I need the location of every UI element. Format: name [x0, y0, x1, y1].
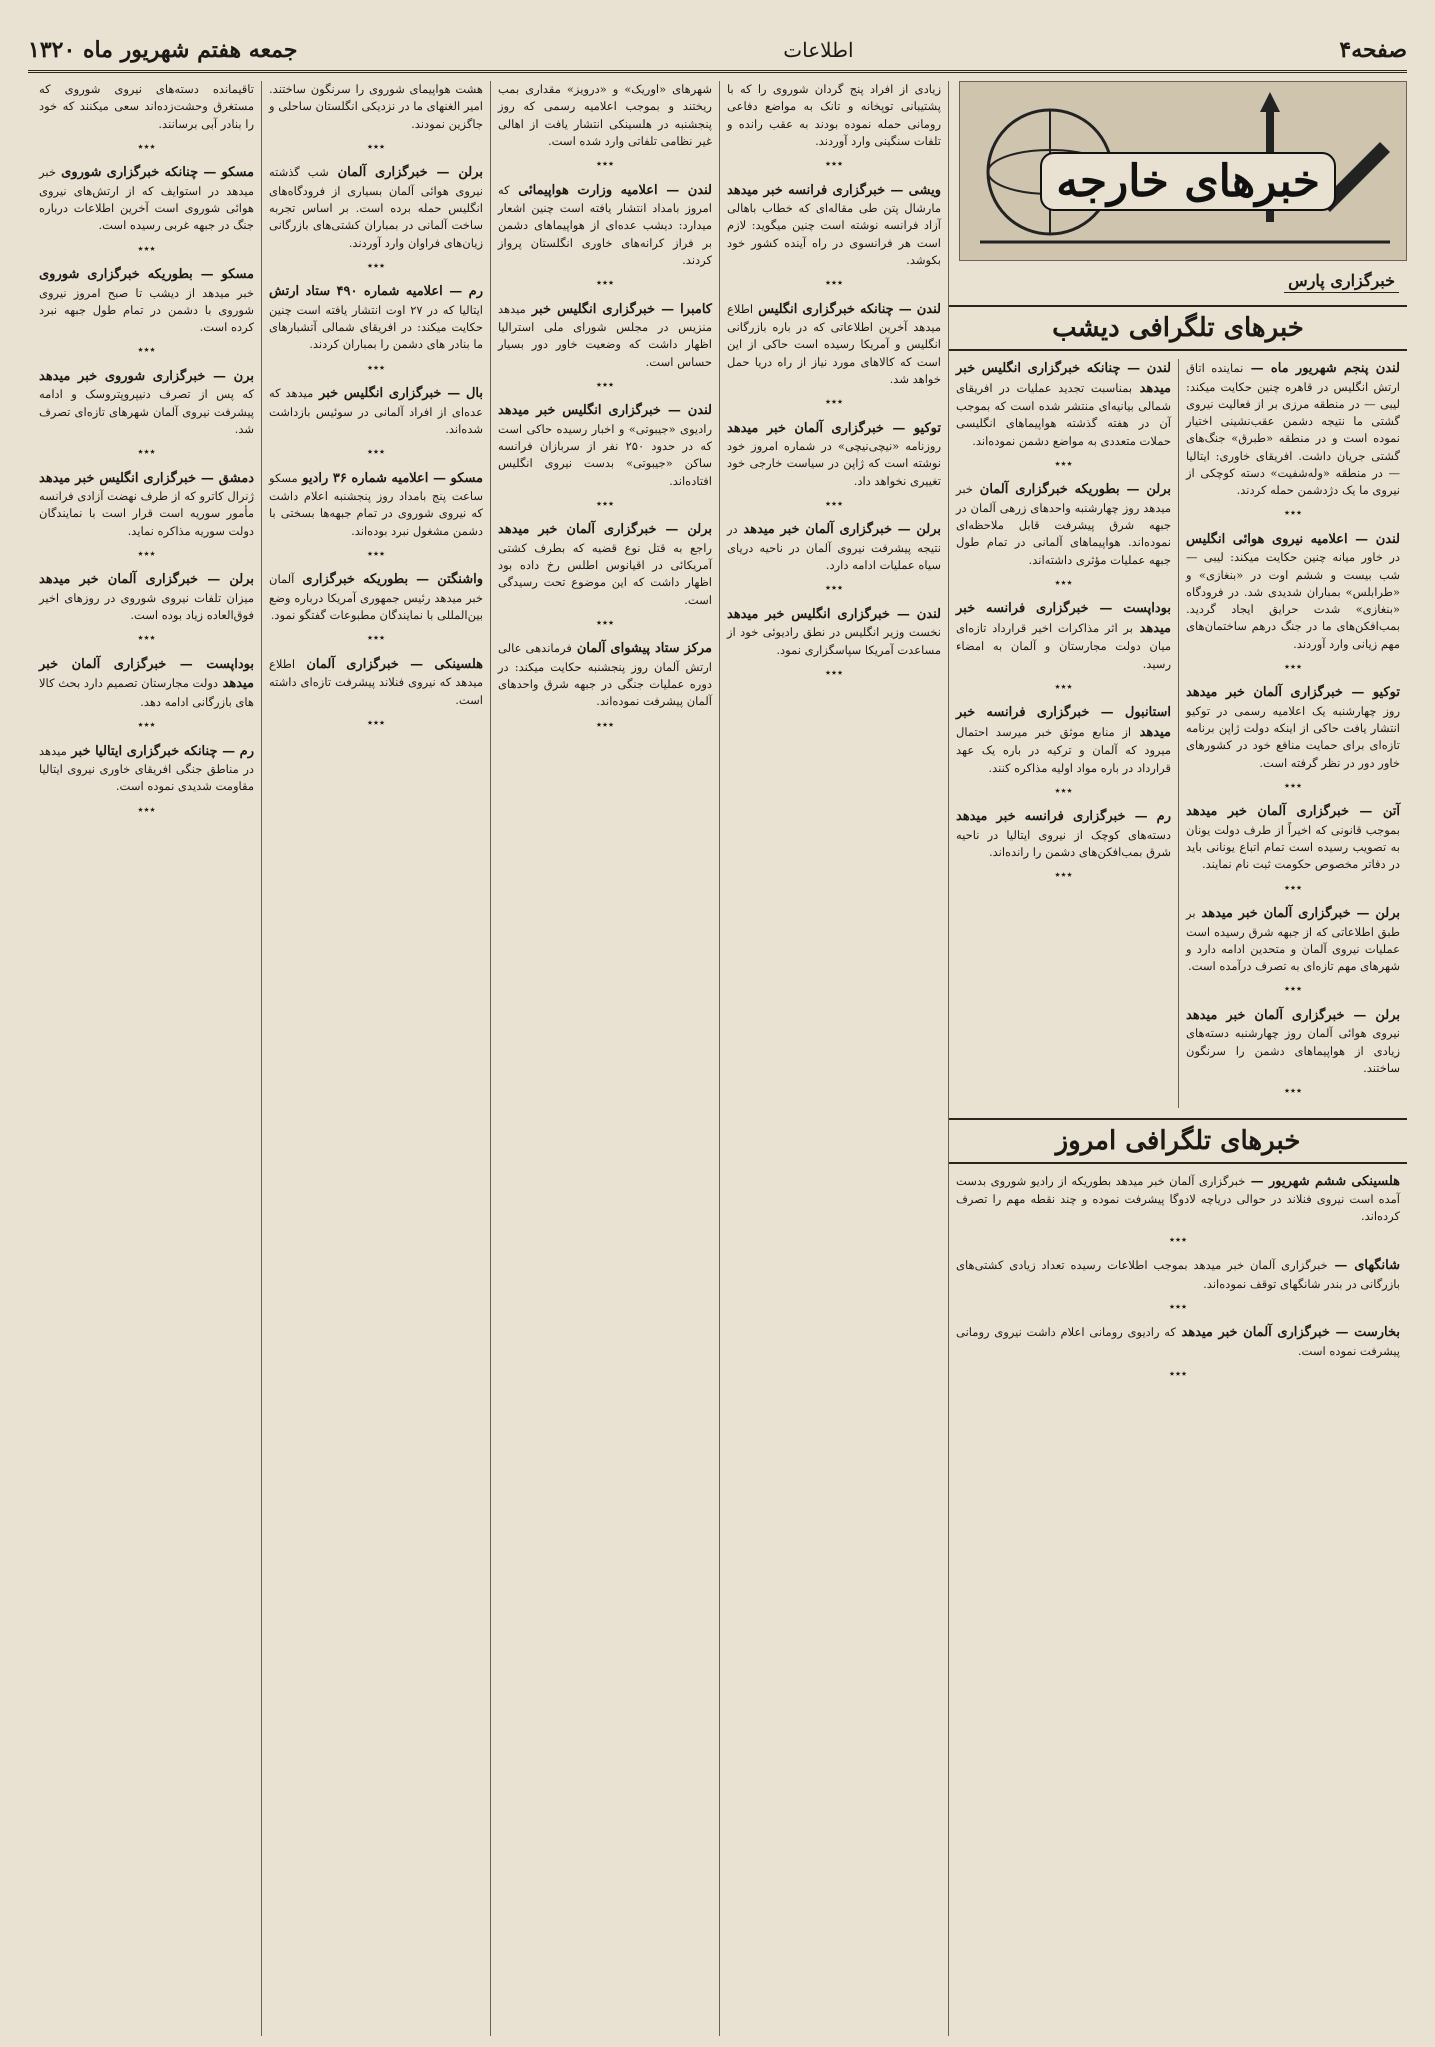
news-body: فرماندهی عالی ارتش آلمان روز پنجشنبه حکایت میکند: در دوره عملیات جنگی در جبهه شرق واحدهای آلمان پیشرفت نموده‌اند.: [498, 641, 712, 709]
news-body: آلمان خبر میدهد رئیس جمهوری آمریکا درباره وضع بین‌المللی با نمایندگان مطبوعات گفتگو نمود.: [269, 572, 483, 622]
news-body: در نتیجه پیشرفت نیروی آلمان در ناحیه دریای سیاه عملیات ادامه دارد.: [727, 522, 941, 572]
news-item: [39, 469, 254, 563]
news-paragraph: [269, 81, 483, 133]
news-paragraph: [727, 181, 941, 270]
news-item: [727, 605, 941, 682]
item-separator: ٭٭٭: [367, 715, 385, 729]
news-paragraph: [39, 81, 254, 133]
news-column-1: [1178, 359, 1407, 1108]
news-dateline: استانبول — خبرگزاری فرانسه خبر میدهد: [956, 705, 1171, 740]
news-body: میدهد که عده‌ای از افراد آلمانی در سوئیس بازداشت شده‌اند.: [269, 386, 483, 436]
news-item: [269, 81, 483, 155]
news-dateline: برلن — بطوریکه خبرگزاری آلمان: [972, 482, 1171, 498]
item-separator: ٭٭٭: [1284, 1084, 1302, 1097]
news-paragraph: [269, 570, 483, 624]
foreign-news-banner: [959, 81, 1407, 261]
item-separator: ٭٭٭: [137, 139, 156, 153]
item-separator: ٭٭٭: [825, 276, 843, 289]
news-paragraph: [498, 401, 712, 490]
item-separator: ٭٭٭: [367, 445, 385, 458]
item-separator: ٭٭٭: [596, 276, 614, 289]
columns-container: [28, 81, 1407, 2036]
news-paragraph: [39, 163, 254, 234]
news-paragraph: [727, 520, 941, 574]
news-item: [956, 807, 1171, 884]
news-item: [727, 520, 941, 597]
news-dateline: لندن پنجم شهریور ماه —: [1243, 361, 1400, 376]
item-separator: ٭٭٭: [596, 717, 614, 731]
news-body: نخست وزیر انگلیس در نطق رادیوئی خود از مساعدت آمریکا سپاسگزاری نمود.: [727, 625, 941, 657]
news-paragraph: [1186, 904, 1400, 975]
item-separator: ٭٭٭: [367, 631, 385, 645]
news-dateline: لندن — اعلامیه نیروی هوائی انگلیس: [1186, 531, 1400, 547]
item-separator: ٭٭٭: [137, 718, 156, 731]
item-separator: ٭٭٭: [137, 546, 156, 560]
news-column-5: [261, 81, 490, 2036]
news-body: خبر میدهد از دیشب تا صبح امروز نیروی شوروی با دشمن در تمام طول جبهه نبرد کرده است.: [39, 285, 254, 334]
news-dateline: مسکو — اعلامیه شماره ۳۶ رادیو: [297, 470, 483, 486]
item-separator: ٭٭٭: [596, 496, 614, 510]
news-body: شب گذشته نیروی هوائی آلمان بسیاری از فرودگاه‌های انگلیس حمله برده است. بر اساس تجربه ساخت آلمانی در بمباران کشتی‌های بازرگانی زیان‌های فراوان وارد آوردند.: [269, 165, 483, 250]
news-dateline: توکیو — خبرگزاری آلمان خبر میدهد: [1186, 685, 1400, 701]
news-dateline: لندن — چنانکه خبرگزاری انگلیس خبر میدهد: [956, 361, 1171, 396]
news-paragraph: [269, 163, 483, 252]
news-item: [727, 419, 941, 513]
item-separator: ٭٭٭: [367, 546, 385, 560]
news-item: [39, 742, 254, 819]
news-paragraph: [269, 384, 483, 438]
news-dateline: لندن — خبرگزاری انگلیس خبر میدهد: [727, 606, 941, 622]
news-item: [498, 401, 712, 512]
news-paragraph: [498, 181, 712, 270]
news-item: [39, 570, 254, 647]
news-item: [498, 300, 712, 394]
news-dateline: هلسینکی — خبرگزاری آلمان: [295, 656, 483, 672]
item-separator: ٭٭٭: [825, 665, 843, 679]
news-item: [956, 359, 1171, 472]
item-separator: ٭٭٭: [825, 395, 843, 408]
item-separator: ٭٭٭: [1054, 868, 1073, 882]
two-column-news: [949, 359, 1407, 1108]
news-item: [498, 81, 712, 173]
today-headline: خبرهای تلگرافی امروز: [949, 1118, 1407, 1164]
news-body: خبر میدهد روز چهارشنبه واحدهای زرهی آلمان در جبهه شرق پیشرفت قابل ملاحظه‌ای نموده‌اند. هواپیماهای آلمانی در تمام طول جبهه عملیات مؤثری داشته‌اند.: [956, 482, 1171, 567]
news-body: بموجب قانونی که اخیراً از طرف دولت یونان به تصویب رسیده است تمام اتباع یونانی باید در دفاتر مخصوص حکومت ثبت نام نمایند.: [1186, 822, 1400, 872]
news-item: [1186, 802, 1400, 896]
news-dateline: رم — اعلامیه شماره ۴۹۰ ستاد ارتش: [269, 284, 483, 300]
news-body: میدهد منزیس در مجلس شورای ملی استرالیا اظهار داشت که وضعیت خاور دور بسیار حساس است.: [498, 301, 712, 369]
news-item: [727, 181, 941, 292]
item-separator: ٭٭٭: [1284, 880, 1302, 894]
news-paragraph: [39, 742, 254, 796]
item-separator: ٭٭٭: [1054, 456, 1073, 470]
news-dateline: هلسینکی ششم شهریور —: [1245, 1173, 1400, 1189]
news-body: که امروز بامداد انتشار یافته است چنین اشعار میدارد: دیشب عده‌ای از هواپیماهای دشمن بر فراز کرانه‌های خاوری انگلستان پرواز کردند.: [498, 182, 712, 267]
news-dateline: واشنگتن — بطوریکه خبرگزاری: [294, 572, 483, 588]
news-item: [498, 639, 712, 733]
paper-name: اطلاعات: [783, 38, 854, 62]
news-paragraph: [498, 300, 712, 371]
item-separator: ٭٭٭: [1054, 783, 1073, 797]
news-paragraph: [269, 282, 483, 353]
news-body: بمناسبت تجدید عملیات در افریقای شمالی بیانیه‌ای منتشر شده است که بموجب آن در هفته گذشته هواپیماهای انگلیسی حملات متعددی به مواضع دشمن نموده‌اند.: [956, 380, 1171, 448]
page-label: صفحه۴: [1339, 37, 1407, 63]
news-dateline: کامبرا — خبرگزاری انگلیس خبر: [525, 301, 712, 317]
news-body: اطلاع میدهد آخرین اطلاعاتی که در باره بازرگانی انگلیس و آمریکا رسیده است حاکی از این است که کالاهای مورد نیاز از راه دریا حمل خواهد شد.: [727, 301, 941, 386]
news-item: [1186, 530, 1400, 676]
news-item: [269, 163, 483, 274]
news-dateline: برن — خبرگزاری شوروی خبر میدهد: [39, 368, 254, 384]
news-item: [956, 599, 1171, 695]
news-paragraph: [727, 419, 941, 490]
news-body: روز چهارشنبه یک اعلامیه رسمی در توکیو انتشار یافت حاکی از اینکه دولت ژاپن برنامه تازه‌ای برای حمایت منافع خود در کشورهای خاور دور در نظر گرفته است.: [1186, 703, 1400, 770]
news-body: خبر میدهد در استوایف که از ارتش‌های نیروی هوائی شوروی است آخرین اطلاعات درباره جنگ در جبهه غربی رسیده است.: [39, 165, 254, 233]
news-paragraph: [956, 1323, 1400, 1360]
news-dateline: بوداپست — خبرگزاری آلمان خبر میدهد: [39, 656, 254, 692]
news-body: میدهد در مناطق جنگی افریقای خاوری نیروی ایتالیا مقاومت شدیدی نموده است.: [39, 743, 254, 794]
issue-date: جمعه هفتم شهریور ماه ۱۳۲۰: [28, 37, 298, 63]
news-item: [39, 367, 254, 461]
news-paragraph: [1186, 359, 1400, 499]
item-separator: ٭٭٭: [1284, 982, 1302, 996]
news-column-6: [32, 81, 261, 2036]
masthead: [28, 30, 1407, 73]
column-items: [269, 81, 483, 731]
item-separator: ٭٭٭: [1169, 1367, 1187, 1380]
news-item: [956, 1256, 1400, 1315]
news-item: [956, 703, 1171, 799]
news-item: [39, 163, 254, 257]
news-paragraph: [956, 359, 1171, 450]
news-paragraph: [1186, 683, 1400, 772]
bottom-items-list: [956, 1172, 1400, 1383]
news-item: [956, 1323, 1400, 1382]
item-separator: ٭٭٭: [137, 241, 156, 255]
news-item: [39, 655, 254, 734]
item-separator: ٭٭٭: [137, 631, 156, 645]
news-dateline: توکیو — خبرگزاری آلمان خبر میدهد: [727, 420, 941, 436]
news-dateline: برلن — خبرگزاری آلمان خبر میدهد: [737, 522, 941, 538]
news-body: خبرگزاری آلمان خبر میدهد بطوریکه از رادیو شوروی بدست آمده است نیروی فنلاند در حوالی دریاچه لادوگا پیشرفت نموده و چند نقطه مهم را تصرف کرده‌اند.: [956, 1173, 1400, 1224]
news-paragraph: [1186, 802, 1400, 873]
item-separator: ٭٭٭: [596, 377, 614, 391]
news-item: [39, 265, 254, 359]
news-column-2: [949, 359, 1178, 1108]
item-separator: ٭٭٭: [137, 802, 156, 816]
item-separator: ٭٭٭: [367, 258, 385, 272]
news-item: [727, 81, 941, 173]
news-paragraph: [1186, 530, 1400, 653]
news-body: دسته‌های کوچک از نیروی ایتالیا در ناحیه شرق بمب‌افکن‌های دشمن را رانده‌اند.: [956, 827, 1171, 859]
news-paragraph: [498, 639, 712, 710]
news-dateline: برلن — خبرگزاری آلمان خبر میدهد: [498, 522, 712, 538]
news-dateline: لندن — اعلامیه وزارت هواپیمائی: [509, 182, 712, 198]
news-item: [269, 469, 483, 563]
news-body: از منابع موثق خبر میرسد احتمال میرود که آلمان و ترکیه در باره یک عهد قرارداد در باره مواد اولیه مذاکره کنند.: [956, 724, 1171, 775]
news-dateline: لندن — خبرگزاری انگلیس خبر میدهد: [498, 403, 712, 419]
item-separator: ٭٭٭: [1284, 778, 1302, 792]
news-dateline: بوداپست — خبرگزاری فرانسه خبر میدهد: [956, 601, 1171, 636]
news-item: [269, 282, 483, 376]
news-dateline: مرکز ستاد پیشوای آلمان: [571, 641, 712, 657]
news-item: [269, 570, 483, 647]
news-dateline: آتن — خبرگزاری آلمان خبر میدهد: [1186, 804, 1400, 820]
news-paragraph: [956, 807, 1171, 861]
news-paragraph: [498, 520, 712, 609]
news-body: دولت مجارستان تصمیم دارد بحث کالا های بازرگانی ادامه دهد.: [39, 676, 254, 709]
news-dateline: رم — خبرگزاری فرانسه خبر میدهد: [956, 809, 1171, 825]
news-column-3: [719, 81, 948, 2036]
item-separator: ٭٭٭: [1054, 575, 1073, 589]
news-dateline: لندن — چنانکه خبرگزاری انگلیس: [753, 301, 941, 317]
yesterday-headline: خبرهای تلگرافی دیشب: [949, 305, 1407, 351]
news-body: ایتالیا که در ۲۷ اوت انتشار یافته است چنین حکایت میکند: در افریقای شمالی آتشبارهای ما بنادر های دشمن را بمباران کردند.: [269, 302, 483, 352]
news-paragraph: [39, 570, 254, 624]
item-separator: ٭٭٭: [825, 157, 843, 170]
news-item: [1186, 683, 1400, 794]
news-dateline: برلن — خبرگزاری آلمان: [328, 165, 483, 181]
news-paragraph: [956, 1256, 1400, 1293]
item-separator: ٭٭٭: [596, 157, 614, 170]
banner-title: خبرهای خارجه: [1040, 152, 1336, 211]
item-separator: ٭٭٭: [1169, 1232, 1187, 1246]
news-dateline: ویشی — خبرگزاری فرانسه خبر میدهد: [727, 182, 941, 198]
item-separator: ٭٭٭: [1284, 506, 1302, 520]
news-dateline: مسکو — بطوریکه خبرگزاری شوروی: [39, 267, 254, 282]
column-items: [1186, 359, 1400, 1100]
news-body: اطلاع میدهد که نیروی فنلاند پیشرفت تازه‌ای داشته است.: [269, 656, 483, 707]
news-dateline: بال — خبرگزاری انگلیس خبر: [313, 386, 483, 401]
item-separator: ٭٭٭: [825, 581, 843, 595]
news-item: [1186, 359, 1400, 522]
news-paragraph: [39, 265, 254, 336]
news-body: ژنرال کاترو که از طرف نهضت آزادی فرانسه مأمور سوریه است قرار است با نمایندگان دولت سوریه مذاکره نماید.: [39, 489, 254, 538]
news-paragraph: [39, 469, 254, 540]
pars-agency-label: خبرگزاری پارس: [1284, 271, 1399, 293]
news-dateline: برلن — خبرگزاری آلمان خبر میدهد: [39, 572, 254, 588]
news-item: [727, 300, 941, 411]
news-item: [269, 655, 483, 732]
item-separator: ٭٭٭: [1284, 659, 1302, 673]
news-dateline: بخارست — خبرگزاری آلمان خبر میدهد: [1175, 1325, 1400, 1341]
news-body: بر طبق اطلاعاتی که از جبهه شرق رسیده است عملیات نیروی آلمان و متحدین ادامه دارد و شهرهای مهم تازه‌ای به تصرف درآمده است.: [1186, 906, 1400, 973]
news-item: [956, 1172, 1400, 1249]
news-paragraph: [727, 605, 941, 659]
news-item: [1186, 1006, 1400, 1100]
news-body: زیادی از افراد پنج گردان شوروی را که با پشتیبانی توپخانه و تانک به مواضع دفاعی رومانی حمله نموده بودند به عقب رانده و تلفات سنگینی وارد آوردند.: [727, 82, 941, 148]
news-paragraph: [1186, 1006, 1400, 1077]
news-paragraph: [727, 300, 941, 389]
news-item: [39, 81, 254, 155]
news-dateline: دمشق — خبرگزاری انگلیس خبر میدهد: [39, 470, 254, 486]
news-dateline: برلن — خبرگزاری آلمان خبر میدهد: [1186, 1007, 1400, 1023]
news-body: روزنامه «نیچی‌نیچی» در شماره امروز خود نوشته است که ژاپن در سیاست خارجی خود تغییری نخواهد داد.: [727, 439, 941, 488]
item-separator: ٭٭٭: [367, 139, 385, 153]
news-paragraph: [39, 655, 254, 711]
item-separator: ٭٭٭: [367, 360, 385, 374]
news-item: [1186, 904, 1400, 998]
news-body: بر اثر مذاکرات اخیر قرارداد تازه‌ای میان دولت مجارستان و آلمان به امضاء رسید.: [956, 620, 1171, 671]
news-item: [498, 520, 712, 631]
news-dateline: رم — چنانکه خبرگزاری ایتالیا خبر: [66, 743, 254, 759]
news-paragraph: [956, 599, 1171, 673]
item-separator: ٭٭٭: [825, 496, 843, 510]
item-separator: ٭٭٭: [137, 343, 156, 357]
news-body: راجع به قتل نوع قضیه که بطرف کشتی آمریکائی در اقیانوس اطلس رخ داده بود اظهار داشت که این موضوع تحت رسیدگی است.: [498, 540, 712, 607]
news-dateline: برلن — خبرگزاری آلمان خبر میدهد: [1195, 906, 1400, 921]
item-separator: ٭٭٭: [137, 445, 156, 458]
news-body: تاقیمانده دسته‌های نیروی شوروی که مستغرق وحشت‌زده‌اند سعی میکنند که خود را بنادر آبی برسانند.: [39, 82, 254, 131]
foreign-news-block: [948, 81, 1407, 2036]
news-body: مارشال پتن طی مقاله‌ای که خطاب باهالی آزاد فرانسه نوشته است چنین میگوید: لازم است هر فرانسوی در راه آینده کشور خود بکوشد.: [727, 201, 941, 267]
news-body: میزان تلفات نیروی شوروی در روزهای اخیر فوق‌العاده زیاد بوده است.: [39, 590, 254, 622]
news-body: نیروی هوائی آلمان روز چهارشنبه دسته‌های زیادی از هواپیماهای دشمن را سرنگون ساختند.: [1186, 1026, 1400, 1075]
news-body: مسکو ساعت پنج بامداد روز پنجشنبه اعلام داشت که نیروی شوروی در تمام جبهه‌ها بسختی با دشمن مشغول نبرد بوده‌اند.: [269, 470, 483, 538]
news-paragraph: [956, 480, 1171, 569]
news-paragraph: [956, 703, 1171, 777]
news-paragraph: [269, 469, 483, 540]
item-separator: ٭٭٭: [1169, 1299, 1187, 1313]
news-item: [498, 181, 712, 292]
bottom-news: [949, 1172, 1407, 1391]
news-body: شهرهای «اوریک» و «درویز» مقداری بمب ریختند و بموجب اعلامیه رسمی که روز پنجشنبه در هلسینکی انتشار یافت از اهالی غیر نظامی تلفاتی وارد شده است.: [498, 82, 712, 148]
item-separator: ٭٭٭: [1054, 679, 1073, 693]
news-body: که پس از تصرف دنیپروپتروسک و ادامه پیشرفت نیروی آلمان شهرهای تازه‌ای تصرف شد.: [39, 387, 254, 436]
news-body: نماینده اتاق ارتش انگلیس در قاهره چنین حکایت میکند: لیبی — در منطقه مرزی بر از فعالیت نیروی گشتی ما نتیجه دشمن عقب‌نشینی اختیار نموده است و در منطقه «طبرق» جنگ‌های گشتی جریان داشت. افریقای خاوری: ایتالیا — در منطقه «وله‌شفیت» دسته کوچکی از نیروی ما یک دژدشمن حمله کردند.: [1186, 361, 1400, 497]
news-body: هشت هواپیمای شوروی را سرنگون ساختند. امیر الغنهای ما در نزدیکی انگلستان ساحلی و جاگزین نمودند.: [269, 82, 483, 131]
news-item: [956, 480, 1171, 591]
news-paragraph: [269, 655, 483, 709]
column-items: [727, 81, 941, 681]
news-paragraph: [498, 81, 712, 150]
news-paragraph: [727, 81, 941, 150]
news-dateline: شانگهای —: [1327, 1258, 1400, 1273]
news-paragraph: [39, 367, 254, 438]
news-body: در خاور میانه چنین حکایت میکند: لیبی — شب بیست و ششم اوت در «بنغازی» و «طرابلس» بمباران شدیدی شد. در فرودگاه «بنغازی» شدت حرایق ایجاد گردید. بمب‌افکن‌های ما در جنگ درهم ساختمان‌های مهم زیانی وارد آوردند.: [1186, 550, 1400, 651]
item-separator: ٭٭٭: [596, 615, 614, 629]
column-items: [956, 359, 1171, 884]
news-dateline: مسکو — چنانکه خبرگزاری شوروی: [55, 165, 254, 181]
news-column-4: [490, 81, 719, 2036]
news-body: رادیوی «جیبوتی» و اخبار رسیده حاکی است که در حدود ۲۵۰ نفر از سربازان فرانسه ساکن «جیبوتی» بدست نیروی انگلیس افتاده‌اند.: [498, 421, 712, 488]
news-body: خبرگزاری آلمان خبر میدهد بموجب اطلاعات رسیده تعداد زیادی کشتی‌های بازرگانی در بندر شانگهای توقف نموده‌اند.: [956, 1258, 1400, 1291]
news-body: که رادیوی رومانی اعلام داشت نیروی رومانی پیشرفت نموده است.: [956, 1325, 1400, 1358]
column-items: [498, 81, 712, 733]
news-paragraph: [956, 1172, 1400, 1226]
column-items: [39, 81, 254, 818]
news-item: [269, 384, 483, 461]
